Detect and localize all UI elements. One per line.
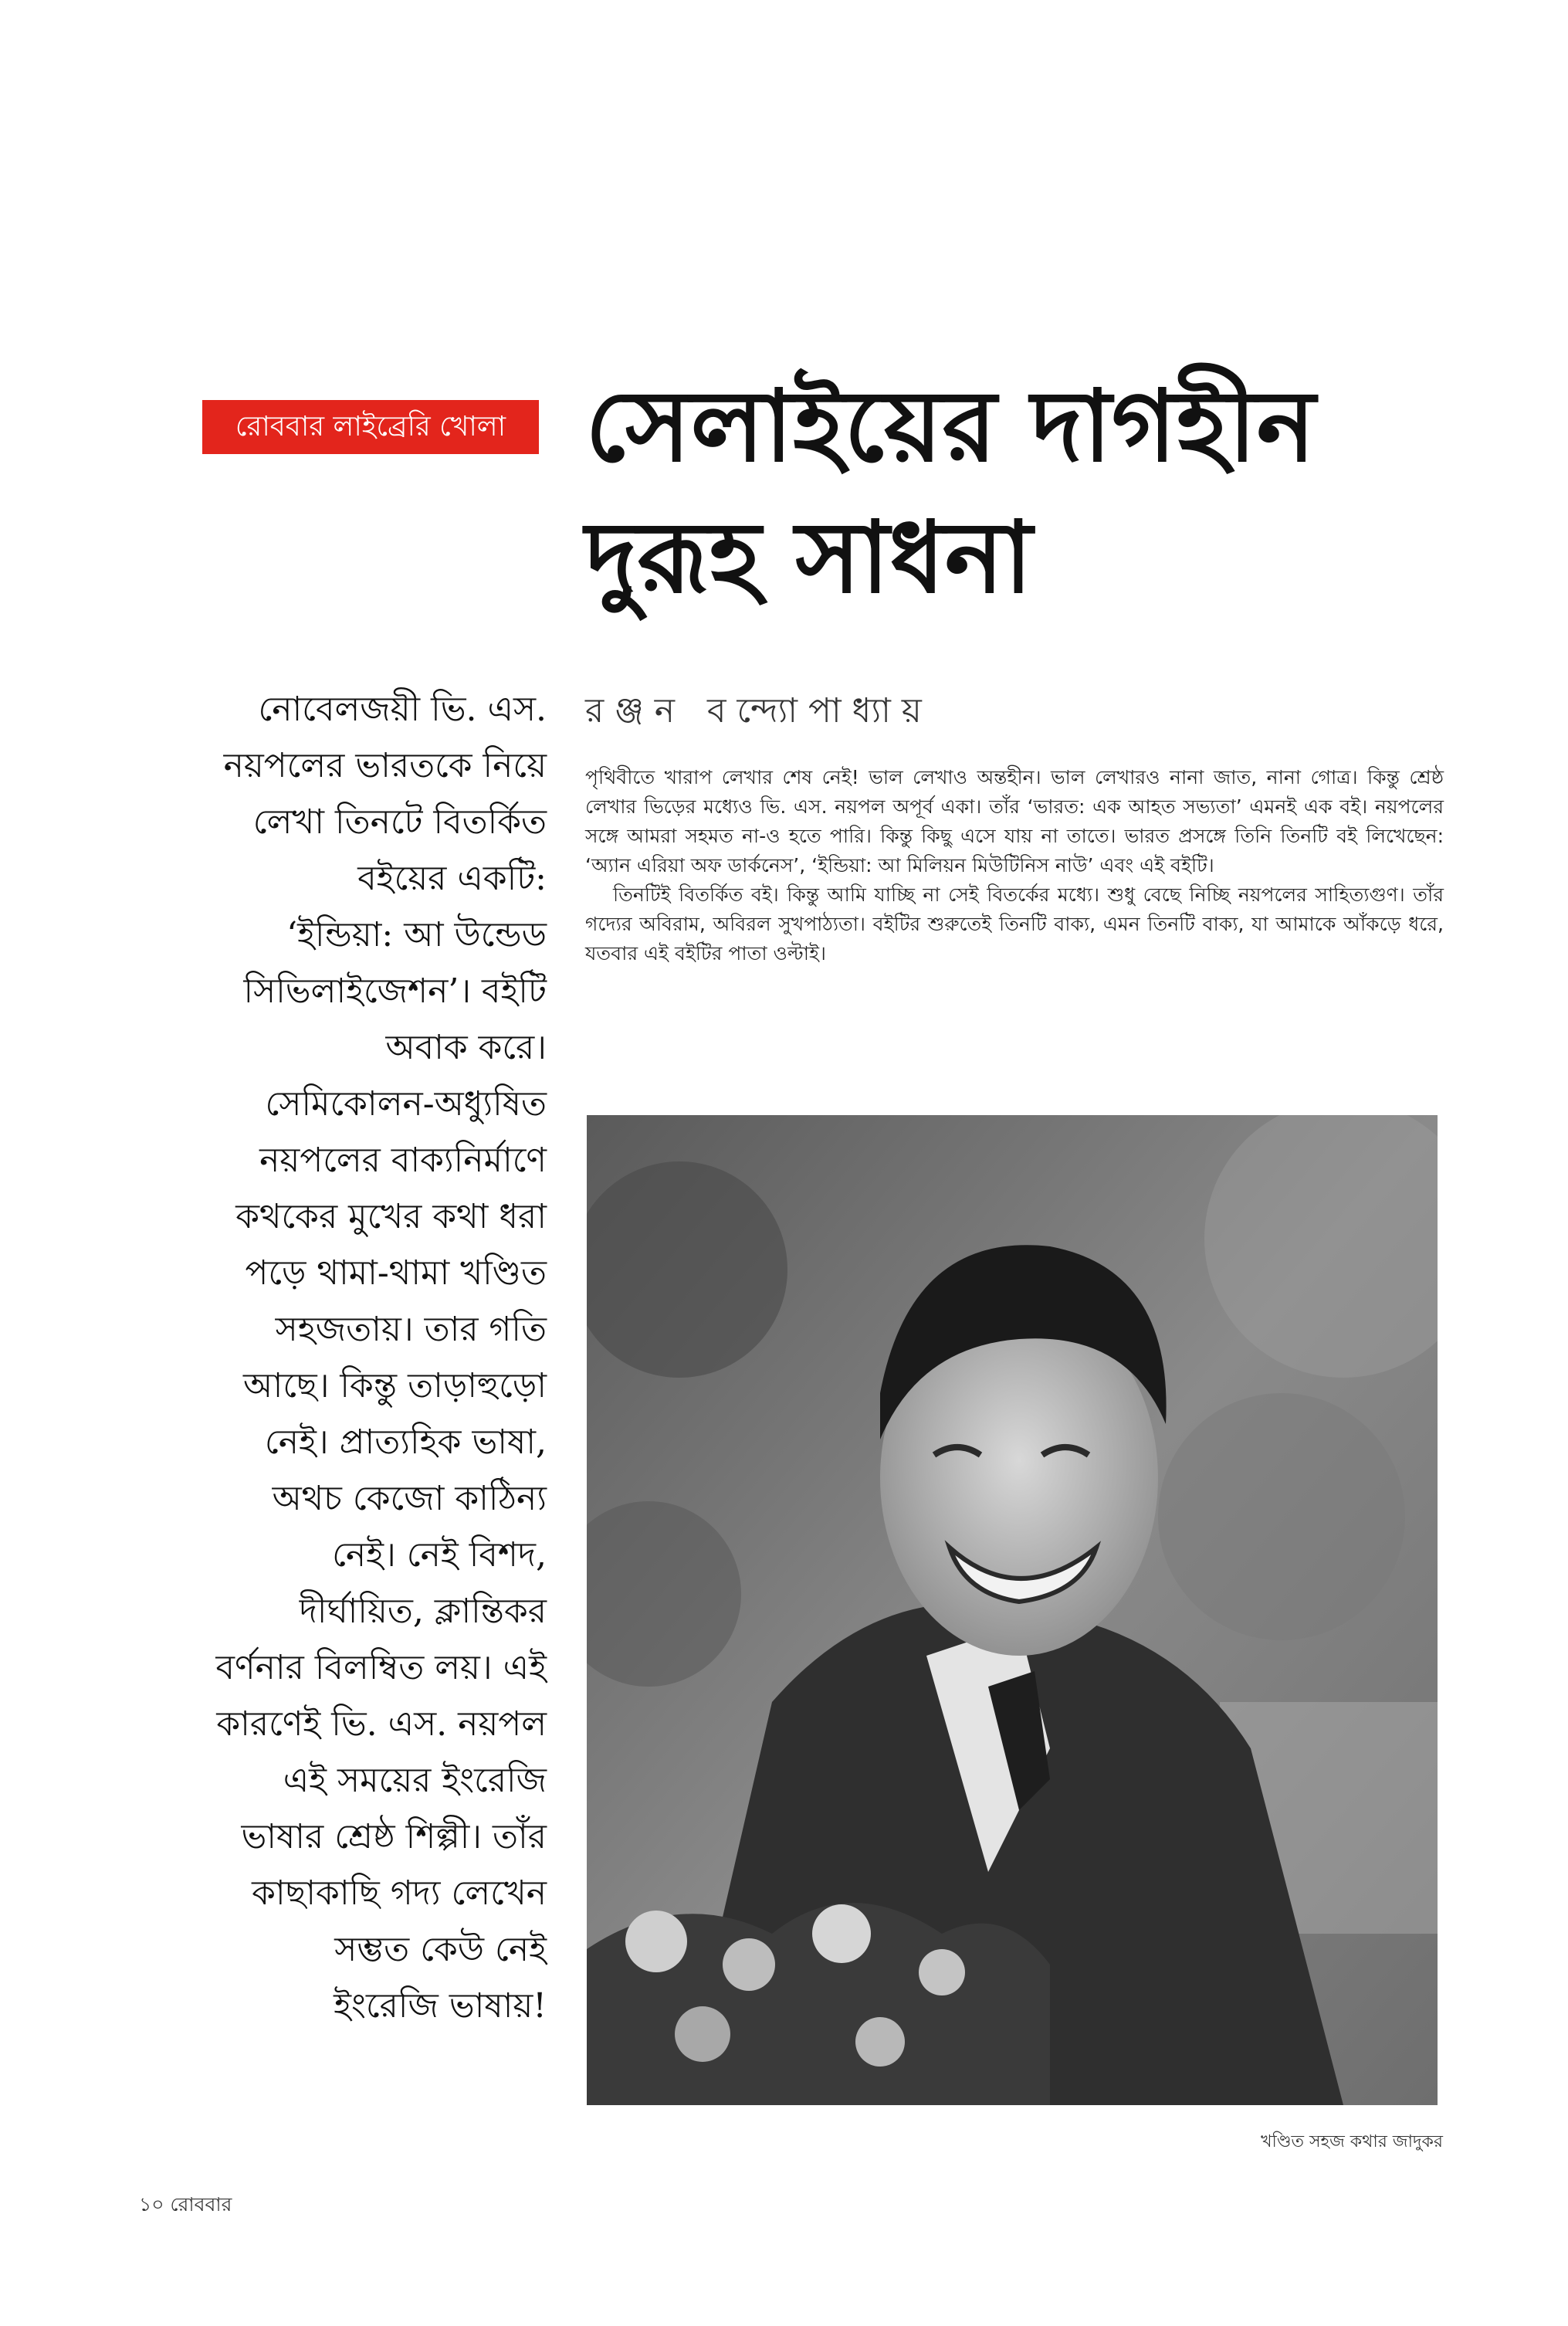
author-photo (587, 1115, 1438, 2105)
pullquote-line: নয়পলের বাক্যনির্মাণে (259, 1141, 547, 1180)
pullquote-line: বর্ণনার বিলম্বিত লয়। এই (215, 1648, 547, 1687)
pullquote (139, 681, 547, 2034)
pullquote-line: ‘ইন্ডিয়া: আ উন্ডেড (286, 915, 547, 954)
page-folio: ১০ রোববার (139, 2193, 232, 2216)
pullquote-line: অবাক করে। (385, 1028, 547, 1067)
pullquote-line: সম্ভত কেউ নেই (334, 1930, 547, 1969)
pullquote-line: কাছাকাছি গদ্য লেখেন (252, 1873, 547, 1913)
pullquote-line: কারণেই ভি. এস. নয়পল (216, 1704, 547, 1744)
headline-line-2: দুরূহ সাধনা (585, 500, 1033, 615)
pullquote-line: দীর্ঘায়িত, ক্লান্তিকর (299, 1592, 547, 1631)
pullquote-line: কথকের মুখের কথা ধরা (235, 1197, 547, 1236)
pullquote-line: সহজতায়। তার গতি (275, 1310, 547, 1349)
pullquote-line: নেই। নেই বিশদ, (332, 1535, 547, 1575)
headline-line-1: সেলাইয়ের দাগহীন (585, 369, 1316, 484)
pullquote-line: অথচ কেজো কাঠিন্য (272, 1479, 547, 1518)
article-body (585, 763, 1444, 968)
pullquote-line: লেখা তিনটে বিতর্কিত (252, 802, 547, 842)
pullquote-line: নেই। প্রাত্যহিক ভাষা, (264, 1422, 547, 1462)
photo-caption: খণ্ডিত সহজ কথার জাদুকর (1261, 2132, 1443, 2151)
body-paragraph: তিনটিই বিতর্কিত বই। কিন্তু আমি যাচ্ছি না সেই বিতর্কের মধ্যে। শুধু বেছে নিচ্ছি নয়পলের সাহিত্যগুণ। তাঁর গদ্যের অবিরাম, অবিরল সুখপাঠ্যতা। বইটির শুরুতেই তিনটি বাক্য, এমন তিনটি বাক্য, যা আমাকে আঁকড়ে ধরে, যতবার এই বইটির পাতা ওল্টাই। (585, 883, 1444, 965)
body-paragraph: পৃথিবীতে খারাপ লেখার শেষ নেই! ভাল লেখাও অন্তহীন। ভাল লেখারও নানা জাত, নানা গোত্র। কিন্তু শ্রেষ্ঠ লেখার ভিড়ের মধ্যেও ভি. এস. নয়পল অপূর্ব একা। তাঁর ‘ভারত: এক আহত সভ্যতা’ এমনই এক বই। নয়পলের সঙ্গে আমরা সহমত না-ও হতে পারি। কিন্তু কিছু এসে যায় না তাতে। ভারত প্রসঙ্গে তিনি তিনটি বই লিখেছেন: ‘অ্যান এরিয়া অফ ডার্কনেস’, ‘ইন্ডিয়া: আ মিলিয়ন মিউটিনিস নাউ’ এবং এই বইটি। (585, 766, 1444, 876)
pullquote-line: পড়ে থামা-থামা খণ্ডিত (245, 1253, 547, 1293)
pullquote-line: ভাষার শ্রেষ্ঠ শিল্পী। তাঁর (241, 1817, 547, 1856)
pullquote-line: সিভিলাইজেশন’। বইটি (243, 971, 547, 1011)
pullquote-line: আছে। কিন্তু তাড়াহুড়ো (243, 1366, 547, 1405)
headline (585, 361, 1465, 624)
pullquote-line: ইংরেজি ভাষায়! (334, 1986, 547, 2026)
pullquote-line: এই সময়ের ইংরেজি (283, 1761, 547, 1800)
byline: রঞ্জন বন্দ্যোপাধ্যায় (585, 691, 933, 731)
portrait-illustration (587, 1115, 1438, 2105)
pullquote-line: বইয়ের একটি: (357, 859, 547, 898)
pullquote-line: সেমিকোলন-অধ্যুষিত (265, 1084, 547, 1124)
section-tag: রোববার লাইব্রেরি খোলা (202, 400, 539, 454)
pullquote-line: নয়পলের ভারতকে নিয়ে (223, 746, 547, 785)
pullquote-line: নোবেলজয়ী ভি. এস. (258, 690, 547, 729)
